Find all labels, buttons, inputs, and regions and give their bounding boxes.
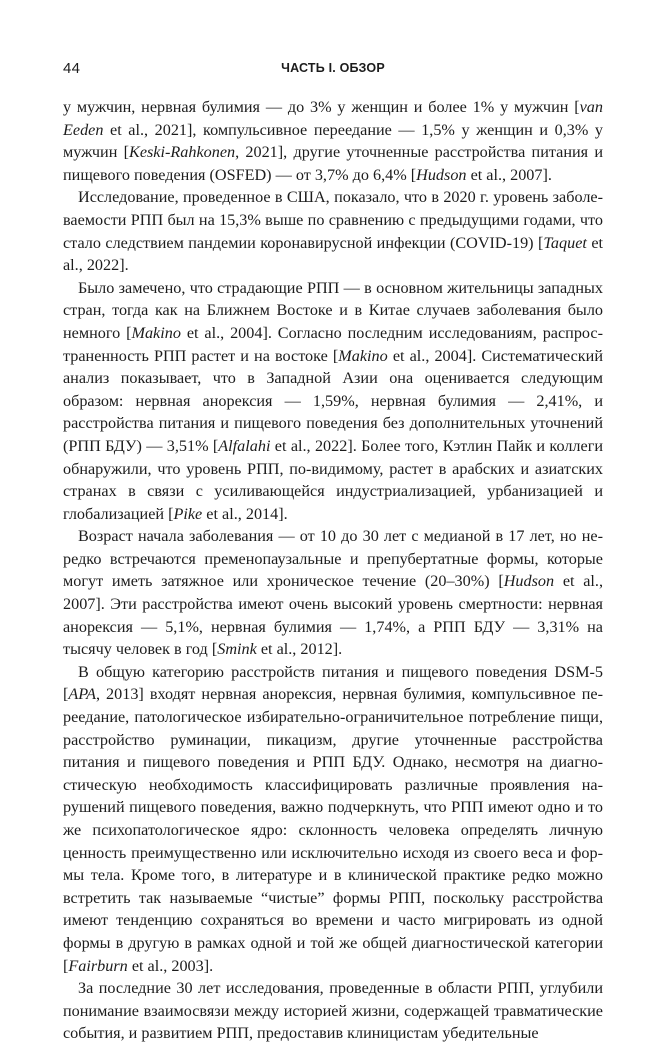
paragraph: Было замечено, что страдающие РПП — в основном жительницы западных стран, тогда как на Ближнем Востоке и в Китае случаев заболевания было немного [Makino et al., 2004]. Согласно последним исследованиям, распространенность РПП растет и на востоке [Makino et al., 2004]. Систематический анализ показывает, что в Западной Азии она оценивается следующим образом: нервная анорексия — 1,59%, нервная булимия — 2,41%, и расстройства питания и пищевого поведения без дополнительных уточнений (РПП БДУ) — 3,51% [Alfalahi et al., 2022]. Более того, Кэтлин Пайк и коллеги обнаружили, что уровень РПП, по-видимому, растет в арабских и азиатских странах в связи с усиливающейся индустриализацией, урбанизацией и глобализацией [Pike et al., 2014]. xyxy=(63,278,603,523)
paragraph: у мужчин, нервная булимия — до 3% у женщин и более 1% у мужчин [van Eeden et al., 2021], компульсивное переедание — 1,5% у женщин и 0,3% у мужчин [Keski-Rahkonen, 2021], другие уточненные расстройства питания и пищевого поведения (OSFED) — от 3,7% до 6,4% [Hudson et al., 2007]. xyxy=(63,98,604,184)
page-number: 44 xyxy=(63,60,81,77)
running-header xyxy=(63,60,603,82)
chapter-title: ЧАСТЬ I. ОБЗОР xyxy=(281,61,385,75)
paragraph: В общую категорию расстройств питания и пищевого поведения DSM-5 [APA, 2013] входят нервная анорексия, нервная булимия, компульсивное переедание, патологическое избирательно-ограничительное потребление пищи, расстройство руминации, пикацизм, другие уточненные расстройства питания и пищевого поведения и РПП БДУ. Однако, несмотря на диагностическую необходимость классифицировать различные проявления нарушений пищевого поведения, важно подчеркнуть, что РПП имеют одно и то же психопатологическое ядро: склонность человека определять личную ценность преимущественно или исключительно исходя из своего веса и формы тела. Кроме того, в литературе и в клинической практике редко можно встретить так называемые “чистые” формы РПП, поскольку расстройства имеют тенденцию сохраняться во времени и часто мигрировать из одной формы в другую в рамках одной и той же общей диагностической категории [Fairburn et al., 2003]. xyxy=(63,662,603,975)
paragraph: Исследование, проведенное в США, показало, что в 2020 г. уровень заболеваемости РПП был на 15,3% выше по сравнению с предыдущими годами, что стало следствием пандемии коронавирусной инфекции (COVID-19) [Taquet et al., 2022]. xyxy=(63,188,603,275)
paragraph: Возраст начала заболевания — от 10 до 30 лет с медианой в 17 лет, но нередко встречаются пременопаузальные и препубертатные формы, которые могут иметь затяжное или хроническое течение (20–30%) [Hudson et al., 2007]. Эти расстройства имеют очень высокий уровень смертности: нервная анорексия — 5,1%, нервная булимия — 1,74%, а РПП БДУ — 3,31% на тысячу человек в год [Smink et al., 2012]. xyxy=(63,527,603,659)
paragraph: За последние 30 лет исследования, проведенные в области РПП, углубили понимание взаимосвязи между историей жизни, содержащей травматические события, и развитием РПП, предоставив клиницистам убедительные xyxy=(63,979,603,1043)
body-text xyxy=(63,96,603,1045)
